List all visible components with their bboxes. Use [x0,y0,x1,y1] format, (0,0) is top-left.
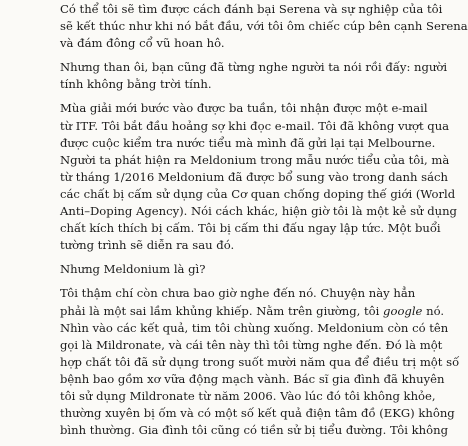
text-line: tôi sử dụng Mildronate từ năm 2006. Vào lúc đó tôi không khỏe, [60,388,436,403]
text-line: bệnh bao gồm xơ vữa động mạch vành. Bác sĩ gia đình đã khuyên [60,371,445,386]
text-line: được cuộc kiểm tra nước tiểu mà mình đã gửi lại tại Melbourne. [60,135,436,150]
paragraph [60,285,460,439]
text-line: từ tháng 1/2016 Meldonium đã được bổ sung vào trong danh sách [60,169,448,184]
text-line: Nhìn vào các kết quả, tim tôi chùng xuống. Meldonium còn có tên [60,320,449,335]
text-line: Người ta phát hiện ra Meldonium trong mẫu nước tiểu của tôi, mà [60,152,450,167]
text-line: chất kích thích bị cấm. Tôi bị cấm thi đấu ngay lập tức. Một buổi [60,221,441,236]
text-line: hợp chất tôi đã sử dụng trong suốt mười năm qua để điều trị một số [60,354,460,369]
text-line: Nhưng than ôi, bạn cũng đã từng nghe người ta nói rồi đấy: người [60,60,448,75]
text-line: các chất bị cấm sử dụng của Cơ quan chống doping thế giới (World [60,186,456,201]
text-line: tường trình sẽ diễn ra sau đó. [60,238,235,253]
paragraph [60,100,457,254]
text-line: từ ITF. Tôi bắt đầu hoảng sợ khi đọc e-mail. Tôi đã không vượt qua [60,118,450,133]
text-line: Mùa giải mới bước vào được ba tuần, tôi nhận được một e-mail [60,101,428,116]
text-line: bình thường. Gia đình tôi cũng có tiền sử bị tiểu đường. Tôi không [60,423,448,438]
paragraph [60,59,448,93]
text-line: thường xuyên bị ốm và có một số kết quả điện tâm đồ (EKG) không [60,406,455,421]
text-line: Nhưng Meldonium là gì? [60,262,206,277]
text-line: gọi là Mildronate, và cái tên này thì tôi từng nghe đến. Đó là một [60,337,443,352]
text-line: và đám đông cổ vũ hoan hô. [60,36,225,51]
text-line: phải là một sai lầm khủng khiếp. Nằm trên giường, tôi google nó. [60,303,445,318]
body-text [60,1,468,446]
text-line: Anti–Doping Agency). Nói cách khác, hiện giờ tôi là một kẻ sử dụng [60,204,457,219]
paragraph [60,261,382,278]
text-line: tính không bằng trời tính. [60,77,212,92]
text-line: Có thể tôi sẽ tìm được cách đánh bại Serena và sự nghiệp của tôi [60,2,443,16]
paragraph [60,1,468,52]
text-line: sẽ kết thúc như khi nó bắt đầu, với tôi ôm chiếc cúp bên cạnh Serena [60,19,468,34]
text-line: Tôi thậm chí còn chưa bao giờ nghe đến nó. Chuyện này hẳn [60,286,416,301]
emphasis: google [383,303,423,318]
